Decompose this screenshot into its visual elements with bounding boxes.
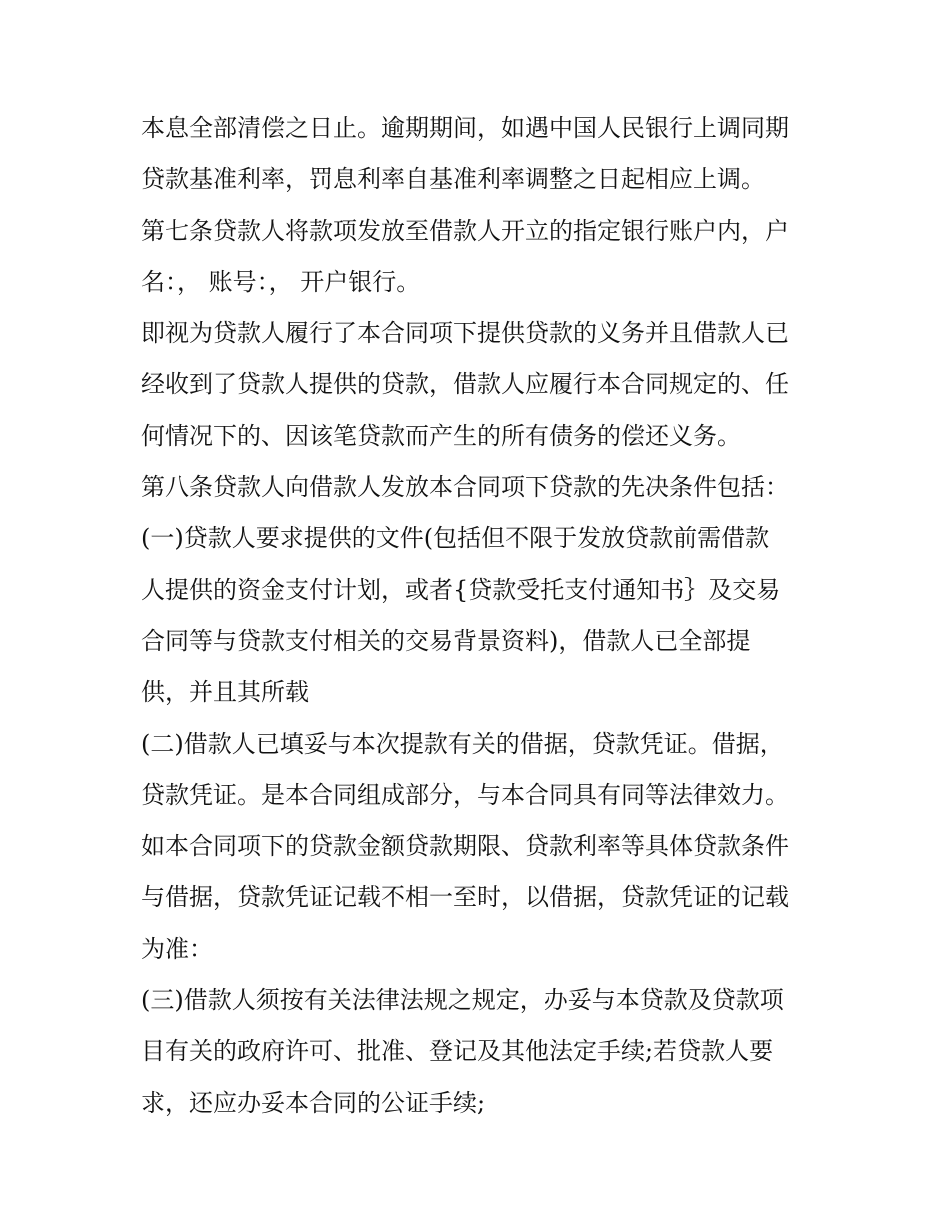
text-line: (一)贷款人要求提供的文件(包括但不限于发放贷款前需借款 (141, 524, 770, 553)
text-line: 目有关的政府许可、批准、登记及其他法定手续;若贷款人要 (141, 1037, 774, 1066)
text-line: 如本合同项下的贷款金额贷款期限、贷款利率等具体贷款条件 (141, 832, 789, 861)
text-line: 合同等与贷款支付相关的交易背景资料)，借款人已全部提 (141, 626, 751, 655)
text-line: 供，并且其所载 (141, 678, 309, 707)
text-line: 贷款凭证。是本合同组成部分，与本合同具有同等法律效力。 (141, 780, 789, 809)
text-line: 第七条贷款人将款项发放至借款人开立的指定银行账户内，户 (141, 216, 789, 245)
text-line: 名：， 账号：， 开户银行。 (141, 267, 421, 296)
text-line: 求，还应办妥本合同的公证手续; (141, 1088, 486, 1117)
text-line: 本息全部清偿之日止。逾期期间，如遇中国人民银行上调同期 (141, 114, 789, 142)
text-line: 经收到了贷款人提供的贷款，借款人应履行本合同规定的、任 (141, 370, 789, 399)
text-line: 贷款基准利率，罚息利率自基准利率调整之日起相应上调。 (141, 165, 765, 194)
text-line: 与借据，贷款凭证记载不相一至时，以借据，贷款凭证的记载 (141, 883, 789, 912)
text-line: 何情况下的、因该笔贷款而产生的所有债务的偿还义务。 (141, 421, 741, 450)
text-line: 为准： (141, 934, 213, 963)
text-line: (三)借款人须按有关法律法规之规定，办妥与本贷款及贷款项 (141, 986, 784, 1015)
text-line: 第八条贷款人向借款人发放本合同项下贷款的先决条件包括： (141, 473, 789, 502)
text-line: (二)借款人已填妥与本次提款有关的借据，贷款凭证。借据， (141, 729, 784, 758)
text-line: 人提供的资金支付计划，或者{贷款受托支付通知书｝及交易 (141, 575, 781, 604)
contract-text-body (141, 103, 821, 1129)
text-line: 即视为贷款人履行了本合同项下提供贷款的义务并且借款人已 (141, 319, 789, 348)
